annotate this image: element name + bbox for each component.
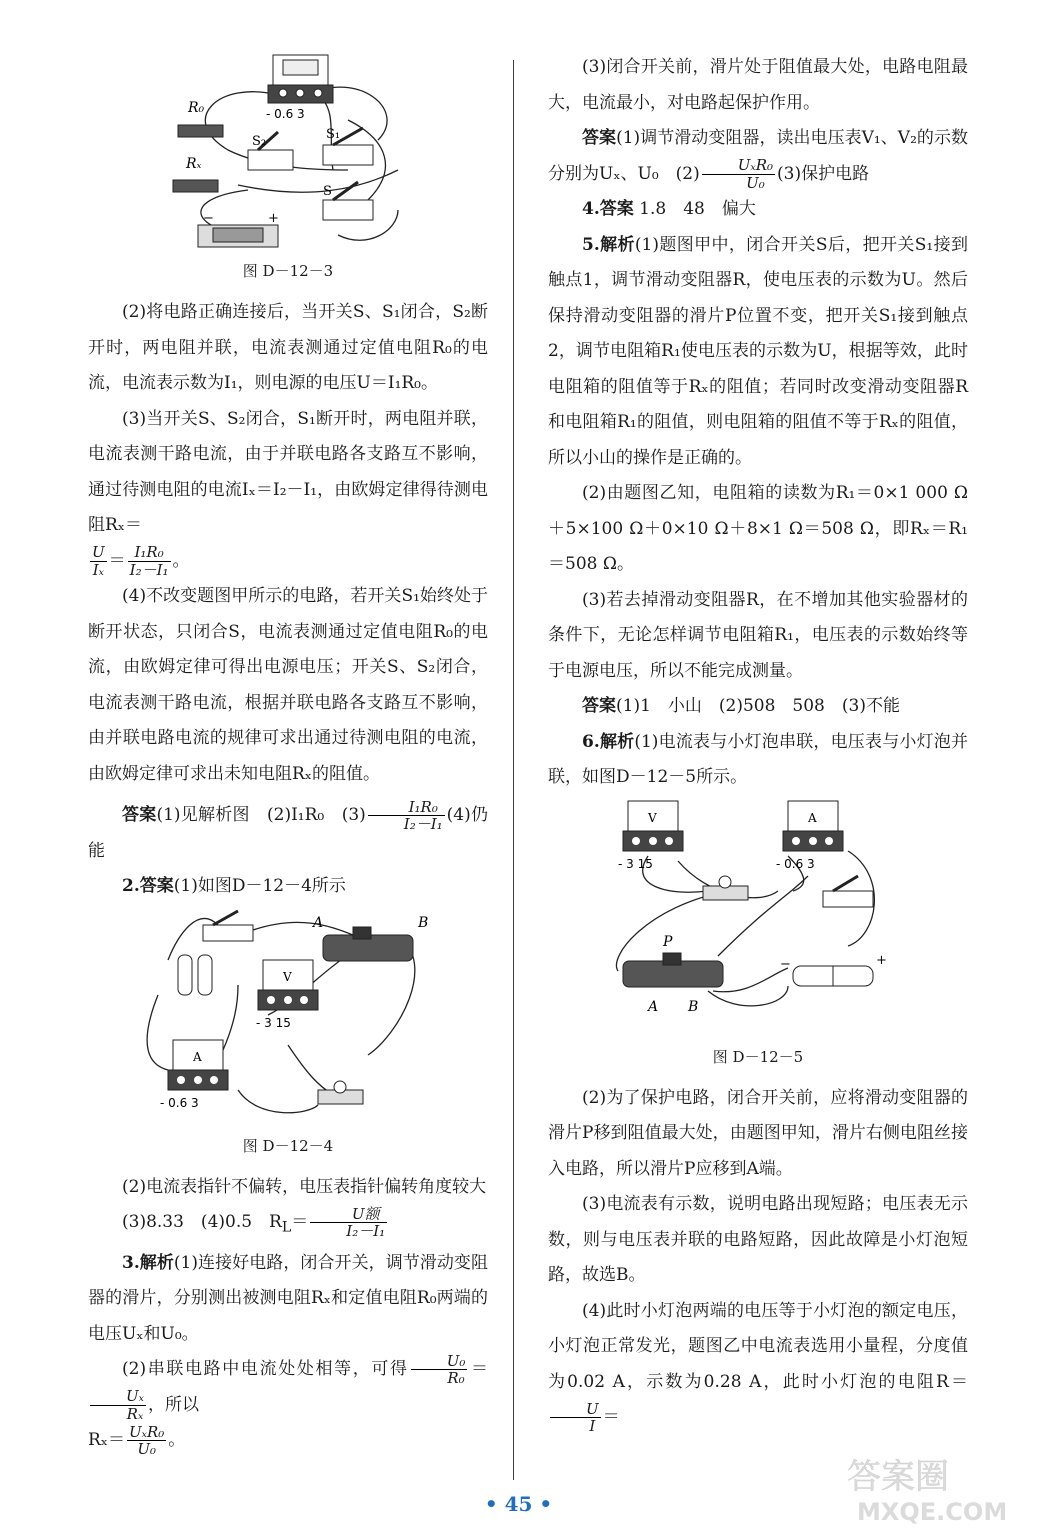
rheostat-b-label: B xyxy=(688,998,699,1015)
text: (3)当开关S、S₂闭合，S₁断开时，两电阻并联，电流表测干路电流，由于并联电路各支路互不影响，通过待测电阻的电流Iₓ＝I₂－I₁，由欧姆定律得待测电阻Rₓ＝ xyxy=(88,408,488,535)
answer-line: 答案(1)1 小山 (2)508 508 (3)不能 xyxy=(582,696,900,716)
paragraph: (2)为了保护电路，闭合开关前，应将滑动变阻器的滑片P移到阻值最大处，由题图甲知，滑片右侧电阻丝接入电路，所以滑片P应移到A端。 xyxy=(548,1087,968,1179)
fraction: $\frac{\text{I₁R₀}}{\text{I₂－I₁}}$ xyxy=(368,799,445,833)
question-4: 4.答案 1.8 48 偏大 xyxy=(582,199,756,219)
fraction: $\frac{\text{UₓR₀}}{\text{U₀}}$ xyxy=(702,157,775,191)
fraction: $\frac{\text{I₁R₀}}{\text{I₂－I₁}}$ xyxy=(129,543,169,579)
rx-label: Rₓ xyxy=(186,156,202,172)
paragraph: (4)不改变题图甲所示的电路，若开关S₁始终处于断开状态，只闭合S，电流表测通过定值电阻R₀的电流，由欧姆定律可得出电源电压；开关S、S₂闭合，电流表测干路电流，根据并联电路各支路互不影响，由并联电路电流的规律可求出通过待测电阻的电流，由欧姆定律可求出未知电阻Rₓ的阻值。 xyxy=(88,586,488,784)
s1-label: S₁ xyxy=(326,127,341,142)
paragraph: (3)闭合开关前，滑片处于阻值最大处，电路电阻最大，电流最小，对电路起保护作用。 xyxy=(548,57,968,113)
paragraph: (2)将电路正确连接后，当开关S、S₁闭合，S₂断开时，两电阻并联，电流表测通过定值电阻R₀的电流，电流表示数为I₁，则电源的电压U＝I₁R₀。 xyxy=(88,302,488,393)
s2-label: S₂ xyxy=(252,134,267,149)
paragraph: 6.解析(1)电流表与小灯泡串联，电压表与小灯泡并联，如图D－12－5所示。 xyxy=(548,731,968,787)
paragraph: (2)电流表指针不偏转，电压表指针偏转角度较大 xyxy=(122,1176,487,1197)
voltmeter-scale-label: - 3 15 xyxy=(256,1015,291,1030)
voltmeter-symbol: V xyxy=(648,810,657,825)
slider-p-label: P xyxy=(663,933,673,950)
figure-caption: 图 D－12－3 xyxy=(242,262,334,280)
battery-plus: + xyxy=(876,952,887,968)
circuit-diagram-3 xyxy=(608,796,908,1041)
equation-line: (2)串联电路中电流处处相等，可得 $\frac{\text{U₀}}{\text{R₀}}$ ＝ $\frac{\text{Uₓ}}{\text{Rₓ}}$ ，所以 xyxy=(88,1352,488,1423)
s-label: S xyxy=(323,184,332,199)
watermark-logo xyxy=(837,1448,1017,1528)
paragraph: (3)若去掉滑动变阻器R，在不增加其他实验器材的条件下，无论怎样调节电阻箱R₁，电压表的示数始终等于电源电压，所以不能完成测量。 xyxy=(548,589,968,681)
paragraph xyxy=(88,402,488,544)
question-2-header: 2.答案(1)如图D－12－4所示 xyxy=(122,876,346,896)
equation-line: (3)8.33 (4)0.5 $R_L=$ $\frac{\text{U额}}{\text{I₂－I₁}}$ xyxy=(122,1204,386,1240)
rheostat-a-label: A xyxy=(648,998,659,1015)
figure-d-12-4 xyxy=(138,905,438,1130)
equation-line: Rₓ＝ $\frac{\text{UₓR₀}}{\text{U₀}}$ 。 xyxy=(88,1422,186,1459)
fraction: $\frac{U}{I}$ xyxy=(550,1401,601,1435)
voltmeter-scale-label: - 3 15 xyxy=(618,856,653,871)
fraction: $\frac{\text{U₀}}{\text{R₀}}$ xyxy=(411,1353,468,1387)
paragraph: (2)由题图乙知，电阻箱的读数为R₁＝0×1 000 Ω＋5×100 Ω＋0×10 Ω＋8×1 Ω＝508 Ω，即Rₓ＝R₁＝508 Ω。 xyxy=(548,483,968,574)
rheostat-a-label: A xyxy=(313,914,324,931)
page-number: • 45 • xyxy=(484,1492,553,1516)
voltmeter-symbol: V xyxy=(283,969,292,984)
left-column xyxy=(88,50,488,1459)
equation-line: $\frac{U}{\text{Iₓ}}$ ＝ $\frac{\text{I₁R₀}}{\text{I₂－I₁}}$ 。 xyxy=(92,543,190,579)
answer-line: 答案(1)调节滑动变阻器，读出电压表V₁、V₂的示数分别为Uₓ、U₀ (2) $\frac{\text{UₓR₀}}{\text{U₀}}$ (3)保护电路 xyxy=(548,128,969,192)
ammeter-symbol: A xyxy=(808,810,817,825)
figure-caption: 图 D－12－4 xyxy=(242,1136,334,1155)
rheostat-b-label: B xyxy=(418,914,429,931)
fraction: $\frac{\text{U额}}{\text{I₂－I₁}}$ xyxy=(310,1206,387,1240)
paragraph: (4)此时小灯泡两端的电压等于小灯泡的额定电压，小灯泡正常发光，题图乙中电流表选用小量程，分度值为0.02 A，示数为0.28 A，此时小灯泡的电阻R＝ $\frac{U}{I}$ ＝ xyxy=(548,1300,968,1435)
battery-plus: + xyxy=(268,211,279,226)
column-divider xyxy=(513,60,514,1480)
circuit-diagram-1 xyxy=(158,50,418,255)
battery-minus: − xyxy=(780,956,791,972)
r0-label: R₀ xyxy=(188,100,205,116)
answer-line: 答案(1)见解析图 (2)I₁R₀ (3) $\frac{\text{I₁R₀}}{\text{I₂－I₁}}$ (4)仍能 xyxy=(88,797,488,861)
figure-d-12-3 xyxy=(158,50,418,255)
figure-d-12-5 xyxy=(608,796,908,1041)
ammeter-scale-label: - 0.6 3 xyxy=(266,107,305,121)
paragraph: 3.解析(1)连接好电路，闭合开关，调节滑动变阻器的滑片，分别测出被测电阻Rₓ和定值电阻R₀两端的电压Uₓ和U₀。 xyxy=(88,1252,488,1344)
ammeter-scale-label: - 0.6 3 xyxy=(776,856,815,871)
battery-minus: − xyxy=(203,211,214,226)
paragraph: 5.解析(1)题图甲中，闭合开关S后，把开关S₁接到触点1，调节滑动变阻器R，使电压表的示数为U。然后保持滑动变阻器的滑片P位置不变，把开关S₁接到触点2，调节电阻箱R₁使电压表的示数为U，根据等效，此时电阻箱的阻值等于Rₓ的阻值；若同时改变滑动变阻器R和电阻箱R₁的阻值，则电阻箱的阻值不等于Rₓ的阻值，所以小山的操作是正确的。 xyxy=(548,234,969,468)
fraction: $\frac{U}{\text{Iₓ}}$ xyxy=(92,543,105,579)
circuit-diagram-2 xyxy=(138,905,438,1130)
fraction: $\frac{\text{Uₓ}}{\text{Rₓ}}$ xyxy=(90,1388,146,1422)
ammeter-symbol: A xyxy=(193,1049,202,1064)
svg-text:答案圈: 答案圈 xyxy=(847,1457,949,1497)
paragraph: (3)电流表有示数，说明电路出现短路；电压表无示数，则与电压表并联的电路短路，因此故障是小灯泡短路，故选B。 xyxy=(548,1194,968,1285)
svg-text:MXQE.COM: MXQE.COM xyxy=(857,1498,1008,1526)
ammeter-scale-label: - 0.6 3 xyxy=(160,1095,199,1110)
figure-caption: 图 D－12－5 xyxy=(712,1047,804,1066)
fraction: $\frac{\text{UₓR₀}}{\text{U₀}}$ xyxy=(129,1422,165,1459)
right-column xyxy=(548,50,968,1436)
